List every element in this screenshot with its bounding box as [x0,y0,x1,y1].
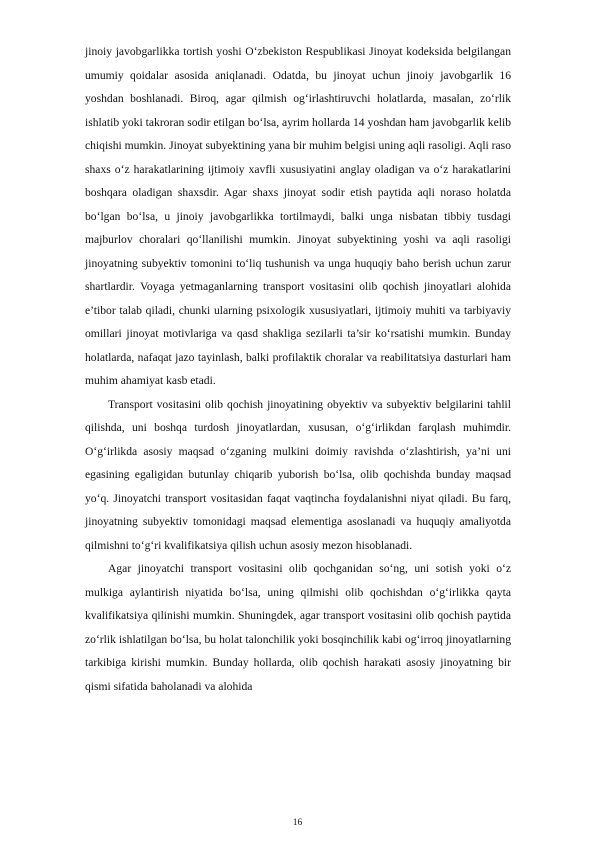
page-number: 16 [292,818,303,828]
paragraph-1: jinoiy javobgarlikka tortish yoshi O‘zbekiston Respublikasi Jinoyat kodeksida belgilangan umumiy qoidalar asosida aniqlanadi. Odatda, bu jinoyat uchun jinoiy javobgarlik 16 yoshdan boshlanadi. Biroq, agar qilmish og‘irlashtiruvchi holatlarda, masalan, zo‘rlik ishlatib yoki takroran sodir etilgan bo‘lsa, ayrim hollarda 14 yoshdan ham javobgarlik kelib chiqishi mumkin. Jinoyat subyektining yana bir muhim belgisi uning aqli rasoligi. Aqli raso shaxs o‘z harakatlarining ijtimoiy xavfli xususiyatini anglay oladigan va o‘z harakatlarini boshqara oladigan shaxsdir. Agar shaxs jinoyat sodir etish paytida aqli noraso holatda bo‘lgan bo‘lsa, u jinoiy javobgarlikka tortilmaydi, balki unga nisbatan tibbiy tusdagi majburlov choralari qo‘llanilishi mumkin. Jinoyat subyektining yoshi va aqli rasoligi jinoyatning subyektiv tomonini to‘liq tushunish va unga huquqiy baho berish uchun zarur shartlardir. Voyaga yetmaganlarning transport vositasini olib qochish jinoyatlari alohida e’tibor talab qiladi, chunki ularning psixologik xususiyatlari, ijtimoiy muhiti va tarbiyaviy omillari jinoyat motivlariga va qasd shakliga sezilarli ta’sir ko‘rsatishi mumkin. Bunday holatlarda, nafaqat jazo tayinlash, balki profilaktik choralar va reabilitatsiya dasturlari ham muhim ahamiyat kasb etadi. [85,45,511,387]
paragraph-2: Transport vositasini olib qochish jinoyatining obyektiv va subyektiv belgilarini tahlil qilishda, uni boshqa turdosh jinoyatlardan, xususan, o‘g‘irlikdan farqlash muhimdir. O‘g‘irlikda asosiy maqsad o‘zganing mulkini doimiy ravishda o‘zlashtirish, ya’ni uni egasining egaligidan butunlay chiqarib yuborish bo‘lsa, olib qochishda bunday maqsad yo‘q. Jinoyatchi transport vositasidan faqat vaqtincha foydalanishni niyat qiladi. Bu farq, jinoyatning subyektiv tomonidagi maqsad elementiga asoslanadi va huquqiy amaliyotda qilmishni to‘g‘ri kvalifikatsiya qilish uchun asosiy mezon hisoblanadi. [85,397,511,552]
document-body [85,40,511,698]
paragraph-3: Agar jinoyatchi transport vositasini olib qochganidan so‘ng, uni sotish yoki o‘z mulkiga aylantirish niyatida bo‘lsa, uning qilmishi olib qochishdan o‘g‘irlikka qayta kvalifikatsiya qilinishi mumkin. Shuningdek, agar transport vositasini olib qochish paytida zo‘rlik ishlatilgan bo‘lsa, bu holat talonchilik yoki bosqinchilik kabi og‘irroq jinoyatlarning tarkibiga kirishi mumkin. Bunday hollarda, olib qochish harakati asosiy jinoyatning bir qismi sifatida baholanadi va alohida [85,562,511,693]
